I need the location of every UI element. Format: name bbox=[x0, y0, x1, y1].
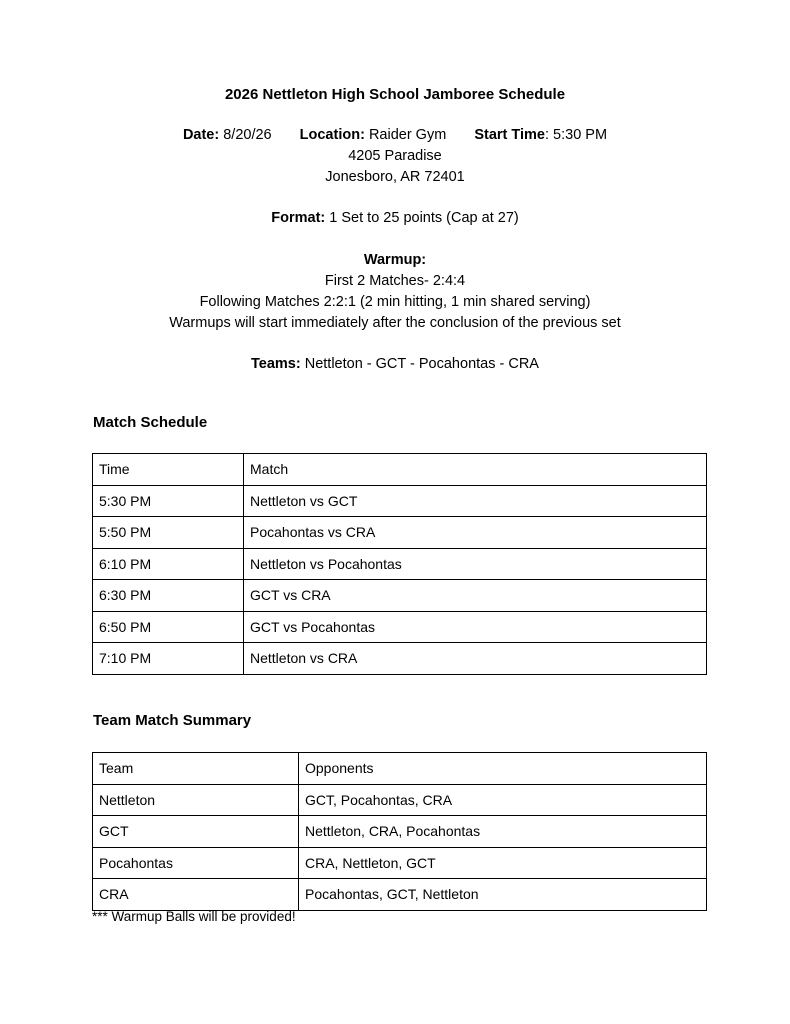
address-line-1: 4205 Paradise bbox=[348, 148, 442, 164]
location-label: Location: bbox=[299, 127, 365, 143]
warmup-line: Warmups will start immediately after the conclusion of the previous set bbox=[169, 315, 621, 331]
event-info-line bbox=[0, 125, 790, 146]
cell-time: 6:50 PM bbox=[93, 611, 244, 643]
cell-team: Pocahontas bbox=[93, 847, 299, 879]
column-header-team: Team bbox=[93, 753, 299, 785]
address-line-2: Jonesboro, AR 72401 bbox=[325, 169, 465, 185]
table-row bbox=[93, 548, 707, 580]
cell-time: 7:10 PM bbox=[93, 643, 244, 675]
team-summary-table bbox=[92, 752, 707, 911]
match-schedule-table bbox=[92, 453, 707, 675]
cell-team: GCT bbox=[93, 816, 299, 848]
table-row bbox=[93, 816, 707, 848]
cell-time: 6:10 PM bbox=[93, 548, 244, 580]
date-label: Date: bbox=[182, 127, 220, 143]
column-header-time: Time bbox=[93, 454, 244, 486]
location-info bbox=[300, 125, 447, 146]
start-time-info bbox=[474, 125, 607, 146]
cell-opponents: CRA, Nettleton, GCT bbox=[299, 847, 707, 879]
team-summary-heading: Team Match Summary bbox=[93, 712, 252, 729]
teams-value: Nettleton - GCT - Pocahontas - CRA bbox=[304, 356, 539, 372]
table-row bbox=[93, 611, 707, 643]
warmup-line: First 2 Matches- 2:4:4 bbox=[324, 273, 466, 289]
date-info bbox=[183, 125, 272, 146]
teams-label: Teams: bbox=[251, 356, 301, 372]
cell-match: Nettleton vs Pocahontas bbox=[244, 548, 707, 580]
location-value: Raider Gym bbox=[368, 127, 447, 143]
cell-match: Nettleton vs CRA bbox=[244, 643, 707, 675]
cell-opponents: GCT, Pocahontas, CRA bbox=[299, 784, 707, 816]
start-time-label: Start Time bbox=[474, 127, 545, 143]
table-header-row bbox=[93, 454, 707, 486]
table-row bbox=[93, 485, 707, 517]
document-title: 2026 Nettleton High School Jamboree Schedule bbox=[224, 86, 566, 103]
table-row bbox=[93, 879, 707, 911]
format-value: 1 Set to 25 points (Cap at 27) bbox=[329, 210, 519, 226]
cell-match: Pocahontas vs CRA bbox=[244, 517, 707, 549]
format-line bbox=[0, 208, 790, 229]
warmup-line: Following Matches 2:2:1 (2 min hitting, 1 min shared serving) bbox=[199, 294, 591, 310]
table-row bbox=[93, 643, 707, 675]
cell-match: GCT vs Pocahontas bbox=[244, 611, 707, 643]
cell-team: CRA bbox=[93, 879, 299, 911]
table-header-row bbox=[93, 753, 707, 785]
footnote: *** Warmup Balls will be provided! bbox=[92, 909, 296, 924]
match-schedule-heading: Match Schedule bbox=[93, 414, 208, 431]
column-header-match: Match bbox=[244, 454, 707, 486]
warmup-heading: Warmup: bbox=[363, 252, 427, 268]
cell-time: 5:50 PM bbox=[93, 517, 244, 549]
cell-time: 6:30 PM bbox=[93, 580, 244, 612]
table-row bbox=[93, 847, 707, 879]
column-header-opponents: Opponents bbox=[299, 753, 707, 785]
format-label: Format: bbox=[271, 210, 326, 226]
cell-team: Nettleton bbox=[93, 784, 299, 816]
cell-time: 5:30 PM bbox=[93, 485, 244, 517]
table-row bbox=[93, 517, 707, 549]
teams-line bbox=[0, 354, 790, 375]
table-row bbox=[93, 580, 707, 612]
cell-match: GCT vs CRA bbox=[244, 580, 707, 612]
cell-opponents: Pocahontas, GCT, Nettleton bbox=[299, 879, 707, 911]
table-row bbox=[93, 784, 707, 816]
date-value: 8/20/26 bbox=[223, 127, 272, 143]
start-time-value: : 5:30 PM bbox=[544, 127, 608, 143]
cell-opponents: Nettleton, CRA, Pocahontas bbox=[299, 816, 707, 848]
cell-match: Nettleton vs GCT bbox=[244, 485, 707, 517]
